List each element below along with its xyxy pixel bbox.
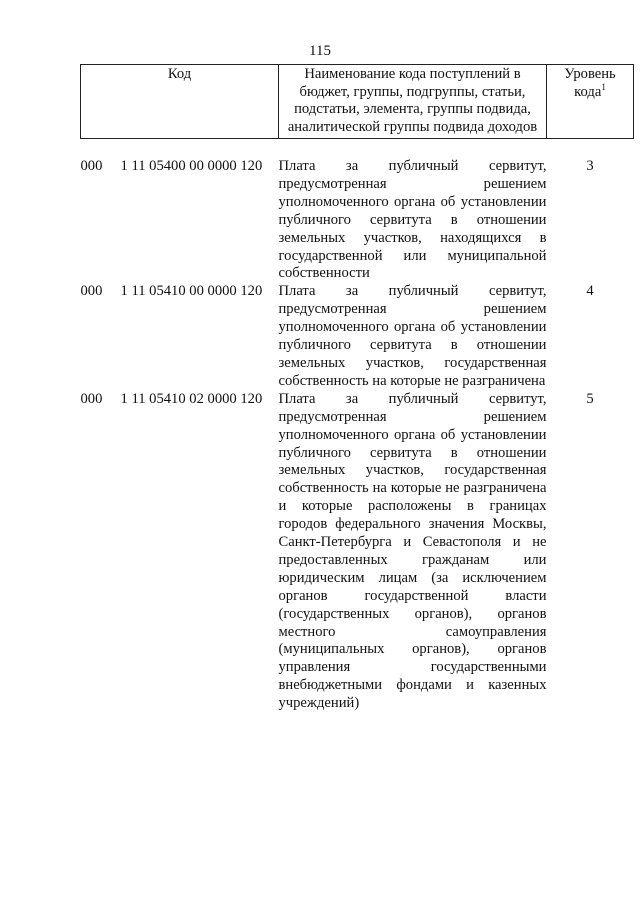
level-cell: 4 [586, 283, 594, 300]
admin-prefix: 000 [80, 390, 103, 407]
level-cell: 5 [586, 390, 594, 407]
table-row [81, 158, 634, 283]
code-cell [81, 283, 279, 390]
table-body [81, 139, 634, 714]
level-cell: 3 [586, 158, 594, 174]
income-code: 1 11 05400 00 0000 120 [120, 158, 263, 174]
admin-prefix: 000 [80, 283, 103, 300]
name-cell: Плата за публичный сервитут, предусмотренная решением уполномоченного органа об установлении публичного сервитута в отношении земельных участков, находящихся в государственной или муниципальной собственности [278, 158, 547, 282]
header-level [547, 65, 634, 139]
footnote-marker: 1 [601, 81, 606, 92]
table-row [81, 391, 634, 713]
spacer-cell [81, 139, 634, 159]
code-cell [81, 391, 279, 713]
header-code-label: Код [167, 66, 192, 82]
admin-prefix: 000 [80, 158, 103, 174]
header-name-label: Наименование кода поступлений в бюджет, группы, подгруппы, статьи, подстатьи, элемента, группы подвида, аналитической группы подвида доходов [287, 66, 538, 135]
header-row [81, 65, 634, 139]
page-number: 115 [309, 43, 331, 59]
code-cell [81, 158, 279, 283]
income-code: 1 11 05410 00 0000 120 [120, 283, 263, 300]
header-name [279, 65, 547, 139]
table-row [81, 283, 634, 390]
spacer-row [81, 139, 634, 159]
table-header [81, 65, 634, 139]
header-level-label: Уровень кода [564, 66, 616, 100]
header-code [81, 65, 279, 139]
name-cell: Плата за публичный сервитут, предусмотренная решением уполномоченного органа об установлении публичного сервитута в отношении земельных участков, государственная собственность на которые не разграничена [278, 283, 547, 389]
income-code: 1 11 05410 02 0000 120 [120, 390, 263, 407]
income-codes-table [80, 64, 634, 713]
name-cell: Плата за публичный сервитут, предусмотренная решением уполномоченного органа об установлении публичного сервитута в отношении земельных участков, государственная собственность на которые не разграничена и которые расположены в границах городов федерального значения Москвы, Санкт-Петербурга и Севастополя и не предоставленных гражданам или юридическим лицам (за исключением органов государственной власти (государственных органов), органов местного самоуправления (муниципальных органов), органов управления государственными внебюджетными фондами и казенных учреждений) [278, 390, 547, 712]
